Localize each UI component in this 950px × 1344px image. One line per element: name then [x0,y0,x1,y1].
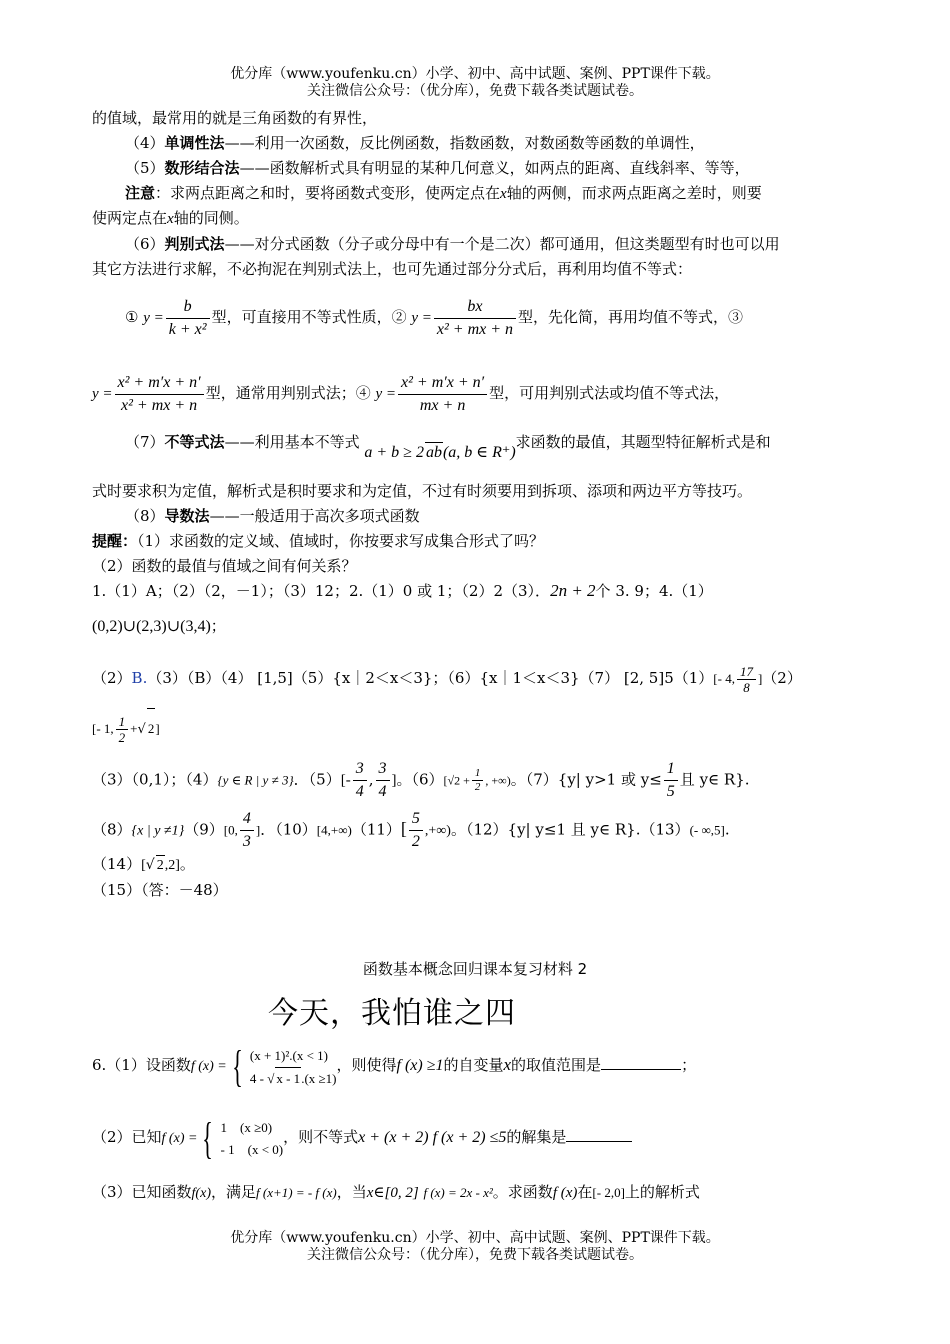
note-line-2 [92,208,862,229]
sqrt-radicand: 2 [156,855,165,876]
type-2-text: 型，先化简，再用均值不等式，③ [518,308,744,326]
answer-line-5: （3）（0,1）；（4）{y ∈ R | y ≠ 3}．（5）[- $\frac{3}{4}$ , $\frac{3}{4}$ ]。（6）[√2 + $\frac{1}{2}$ , +∞)。（7）{y| y>1 或 y≤ $\frac{1}{5}$ 且 y∈ R}. [92,758,862,803]
method-number: （8） [125,507,165,525]
section-subtitle: 今天，我怕谁之四 [268,996,516,1031]
answer-text: （3）（B）（4） [1,5]（5）{x｜2＜x＜3}；（6）{x｜1＜x＜3}（7） [2, 5]5（1） [147,669,714,687]
answer-text: ．（5） [293,770,341,789]
answer-text: （8） [92,820,132,839]
section-title: 函数基本概念回归课本复习材料 2 [362,960,588,978]
question-text: 的自变量 [443,1056,504,1074]
numerator: 4 [242,810,251,827]
reminder-1: （1）求函数的定义域、值域时，你按要求写成集合形式了吗？ [137,532,545,550]
fraction [472,767,484,794]
question-text: 的取值范围是 [511,1056,602,1074]
note2-text-b: 轴的同侧。 [173,209,249,227]
question-text: ，则不等式 [283,1128,359,1146]
interval-post: ] [757,671,763,686]
method-desc: ——利用基本不等式 [224,433,360,451]
interval: [4,+∞) [316,822,352,838]
formula-part-b: (a, b ∈ R⁺) [442,444,516,461]
sqrt-sign: √ [137,722,146,737]
reminder-label: 提醒： [92,532,138,550]
set-expr: {y ∈ R | y ≠ 3} [217,772,294,788]
method-7 [125,432,862,461]
types-line-1 [125,294,862,341]
interval-post: ] [391,772,397,789]
type-2-fraction [434,296,516,341]
answer-tail: （2） [762,669,802,687]
piece-2-b: .(x ≥1) [301,1070,337,1086]
answer-text: （2） [92,669,132,687]
fraction [353,758,367,803]
piecewise-rows [250,1045,337,1090]
answer-line-8 [92,880,862,900]
fraction [116,714,129,745]
piece-1: 1 (x ≥0) [220,1120,273,1136]
answer-text: 且 y∈ R}. [679,770,750,789]
piecewise-function [227,1041,337,1091]
denominator: k + x² [166,318,210,341]
piece-2 [250,1067,337,1090]
question-text: ； [681,1056,697,1074]
interval-pre: [ [141,858,146,873]
numerator: 5 [411,810,420,827]
numerator: 17 [739,663,753,679]
denominator: mx + n [398,394,487,417]
interval-post: ,2] [164,858,180,873]
note-text-b: 轴的两侧，而求两点距离之差时，则要 [506,184,762,202]
method-number: （4） [125,134,165,152]
type-1-text: 型，可直接用不等式性质，② [211,308,407,326]
left-brace: { [202,1114,214,1164]
denominator: 4 [353,780,367,803]
function-label: f(x) [191,1186,211,1201]
piece-1: (x + 1)².(x < 1) [249,1047,328,1063]
interval-pre: [- [340,772,351,789]
question-text: ，满足 [210,1183,256,1201]
sqrt-radicand: ab [425,444,442,461]
answer-text: 。（6） [396,770,444,789]
answer-text: 。（7）{y| y>1 或 y [510,770,650,789]
method-name: 导数法 [164,507,210,525]
piece-2: - 1 (x < 0) [220,1142,284,1158]
function-label: f (x) = [161,1131,198,1146]
sqrt-radicand: x - 1 [275,1067,301,1090]
reminder-line-2 [92,556,862,576]
method-7-cont [92,481,862,501]
denominator: 5 [664,780,678,803]
numerator: x² + m′x + n′ [401,373,485,391]
text: 的值域，最常用的就是三角函数的有界性， [92,109,378,127]
answer-text: （9） [184,820,224,839]
answer-text: 1.（1）A；（2）（2，－1）；（3）12；2.（1）0 或 1；（2）2（3）． [92,582,551,600]
method-number: （5） [125,159,165,177]
fraction [664,758,678,803]
answer-text: （14） [92,855,142,873]
method-6 [125,234,862,254]
denominator: 2 [472,780,484,794]
interval-pre: [√2 + [443,773,470,788]
numerator: 1 [118,713,126,729]
answer-tail: ； [210,617,226,635]
type-4-text: 型，可用判别式法或均值不等式法， [489,384,730,402]
question-text: 6.（1）设函数 [92,1056,191,1074]
method-name: 数形结合法 [164,159,240,177]
function-label: f (x) [552,1185,578,1201]
method-number: （7） [125,433,165,451]
piecewise-rows [221,1117,284,1161]
method-name: 单调性法 [164,134,225,152]
answer-text: 。（12）{y| y [450,820,544,839]
answer-text: . [724,820,730,839]
method-continued-line [92,108,862,128]
condition: x∈[0, 2] [366,1185,419,1201]
answer-text: （11） [351,820,401,839]
answer-tail: 个 3. 9；4.（1） [595,582,713,600]
formula-y: y = [375,386,397,402]
note-line [125,183,862,204]
footer-line-2: 关注微信公众号：（优分库），免费下载各类试题试卷。 [307,1247,643,1263]
type-4-fraction [398,372,487,417]
fraction [409,808,423,853]
numerator: 3 [378,760,387,777]
method-5 [125,158,862,178]
formula-part-a: a + b ≥ 2 [364,444,424,461]
interval-pre: [0, [223,822,238,838]
le-sign: ≤ [649,770,662,789]
interval-pre: [- 4, [713,671,735,686]
answer-line-4 [92,708,862,750]
question-text: ，则使得 [336,1056,397,1074]
equation: f (x+1) = - f (x) [256,1185,337,1200]
type-3-text: 型，通常用判别式法；④ [205,384,371,402]
method-name: 不等式法 [164,433,225,451]
type-1-mark: ① [125,308,139,326]
denominator: 8 [737,679,756,695]
question-1 [92,1040,862,1092]
reminder-2: （2）函数的最值与值域之间有何关系？ [92,557,357,575]
answer-line-7 [92,854,862,876]
var-x: x [167,211,174,227]
note2-text-a: 使两定点在 [92,209,168,227]
denominator: 2 [409,830,423,853]
answer-line-2 [92,616,862,637]
fraction [376,758,390,803]
method-number: （6） [125,235,165,253]
question-text: （3）已知函数 [92,1183,192,1201]
answer-line-1 [92,581,862,601]
denominator: 2 [116,729,129,745]
interval-post: ] [255,822,261,838]
numerator: 3 [355,760,364,777]
page-footer [0,1230,950,1264]
formula-y: y = [143,310,164,326]
answer-text: 1 且 y∈ R}.（13） [556,820,690,839]
method-desc-2: 求函数的最值，其题型特征解析式是和 [515,433,771,451]
type-3-fraction [115,372,204,417]
interval: [- 2,0] [592,1185,625,1200]
inequality: x + (x + 2) f (x + 2) ≤5 [358,1129,507,1146]
answer-text: （15）（答：－48） [92,881,228,899]
numerator: x² + m′x + n′ [117,373,201,391]
interval: (- ∞,5] [689,822,725,838]
le-sign: ≤ [543,820,557,839]
note-label: 注意 [125,184,156,202]
header-line-2: 关注微信公众号：（优分库），免费下载各类试题试卷。 [307,83,643,99]
question-text: （2）已知 [92,1128,162,1146]
inequality: f (x) ≥1 [396,1057,444,1074]
denominator: 4 [376,780,390,803]
answer-line-3 [92,660,862,697]
var-x: x [503,1055,512,1074]
plus: + [130,721,138,736]
question-3 [92,1182,862,1204]
answer-math: 2n + 2 [550,581,596,600]
set-expr: {x | y ≠1} [131,823,185,839]
question-text: 上的解析式 [624,1183,700,1201]
numerator: b [183,297,192,315]
var-x: x [500,186,507,202]
header-line-1: 优分库（www.youfenku.cn）小学、初中、高中试题、案例、PPT课件下载。 [230,66,720,82]
formula-y: y = [92,386,113,402]
piecewise-function [197,1113,283,1163]
answer-blank[interactable] [566,1141,632,1142]
method-desc: ——一般适用于高次多项式函数 [209,507,420,525]
function-label: f (x) = [190,1059,227,1074]
method-desc-cont: 其它方法进行求解，不必拘泥在判别式法上，也可先通过部分分式后，再利用均值不等式： [92,260,693,278]
sqrt-sign: √ [267,1070,275,1086]
interval-post: ] [155,721,160,736]
method-desc-cont: 式时要求积为定值，解析式是积时要求和为定值，不过有时须要用到拆项、添项和两边平方等技巧。 [92,482,753,500]
numerator: 1 [474,767,481,779]
denominator: x² + mx + n [434,318,516,341]
interval-pre: [- 1, [92,721,114,736]
interval-post: ,+∞) [424,823,451,839]
method-8 [125,506,862,526]
interval-post: , +∞) [485,773,511,788]
method-desc: ——函数解析式具有明显的某种几何意义，如两点的距离、直线斜率、等等， [239,159,750,177]
answer-text: 。 [179,855,195,873]
question-text: ，当 [336,1183,367,1201]
denominator: 3 [240,830,254,853]
reminder-line [92,531,862,551]
piece-2-a: 4 - [249,1070,268,1086]
sqrt-radicand: 2 [147,708,156,749]
footer-line-1: 优分库（www.youfenku.cn）小学、初中、高中试题、案例、PPT课件下载。 [230,1230,720,1246]
fraction [737,664,756,695]
question-2 [92,1112,862,1164]
answer-choice: B. [131,669,148,687]
answer-text: ．（10） [260,820,317,839]
formula-y: y = [411,310,432,326]
answer-text: （3）（0,1）；（4） [92,770,218,789]
am-gm-formula [364,444,515,461]
numerator: bx [467,297,483,315]
numerator: 1 [666,760,675,777]
method-6-cont [92,259,862,279]
method-4 [125,133,862,153]
equation: f (x) = 2x - x² [423,1185,493,1200]
interval-pre: [ [400,818,407,839]
answer-interval: (0,2)∪(2,3)∪(3,4) [92,618,211,635]
type-1-fraction [166,296,210,341]
fraction [240,808,254,853]
note-text-a: ：求两点距离之和时，要将函数式变形，使两定点在 [155,184,501,202]
page-header [0,66,950,100]
types-line-2 [92,370,862,417]
left-brace: { [232,1042,243,1092]
denominator: x² + mx + n [115,394,204,417]
answer-line-6 [92,808,862,853]
sqrt-sign: √ [145,857,155,873]
question-text: 。求函数 [492,1183,553,1201]
method-desc: ——利用一次函数，反比例函数，指数函数，对数函数等函数的单调性， [224,134,705,152]
answer-blank[interactable] [601,1069,681,1070]
question-text: 在 [577,1183,593,1201]
question-text: 的解集是 [506,1128,567,1146]
method-name: 判别式法 [164,235,225,253]
method-desc: ——对分式函数（分子或分母中有一个是二次）都可通用，但这类题型有时也可以用 [224,235,780,253]
